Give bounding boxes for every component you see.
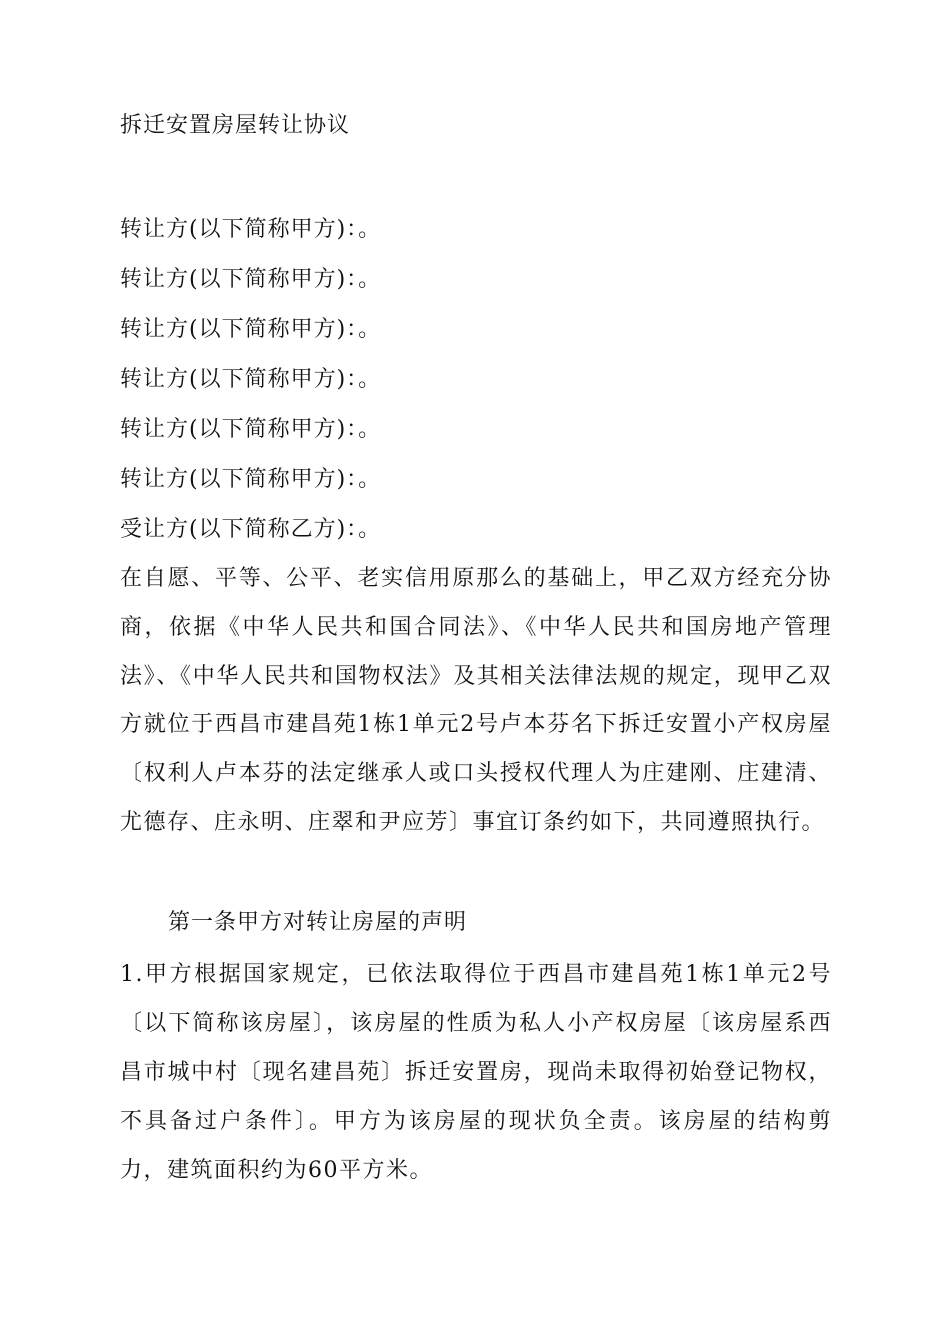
party-line-transferor-1: 转让方(以下简称甲方)：。 [120,217,382,242]
party-line-transferor-4: 转让方(以下简称甲方)：。 [120,367,382,392]
document-title: 拆迁安置房屋转让协议 [120,113,351,138]
party-line-transferor-6: 转让方(以下简称甲方)：。 [120,467,382,492]
party-line-transferor-3: 转让方(以下简称甲方)：。 [120,317,382,342]
article-1-clause-1: 1.甲方根据国家规定，已依法取得位于西昌市建昌苑1栋1单元2号〔以下简称该房屋〕，该房屋的性质为私人小产权房屋〔该房屋系西昌市城中村〔现名建昌苑〕拆迁安置房，现尚未取得初始登记物权，不具备过户条件〕。甲方为该房屋的现状负全责。该房屋的结构剪力，建筑面积约为60平方米。 [120,962,832,1183]
intro-paragraph: 在自愿、平等、公平、老实信用原那么的基础上，甲乙双方经充分协商，依据《中华人民共和国合同法》、《中华人民共和国房地产管理法》、《中华人民共和国物权法》及其相关法律法规的规定，现甲乙双方就位于西昌市建昌苑1栋1单元2号卢本芬名下拆迁安置小产权房屋〔权利人卢本芬的法定继承人或口头授权代理人为庄建刚、庄建清、尤德存、庄永明、庄翠和尹应芳〕事宜订条约如下，共同遵照执行。 [120,566,832,835]
article-1-heading: 第一条甲方对转让房屋的声明 [168,910,468,935]
party-list [120,205,381,555]
party-line-transferor-5: 转让方(以下简称甲方)：。 [120,417,382,442]
party-line-transferor-2: 转让方(以下简称甲方)：。 [120,267,382,292]
party-line-transferee: 受让方(以下简称乙方)：。 [120,517,382,542]
